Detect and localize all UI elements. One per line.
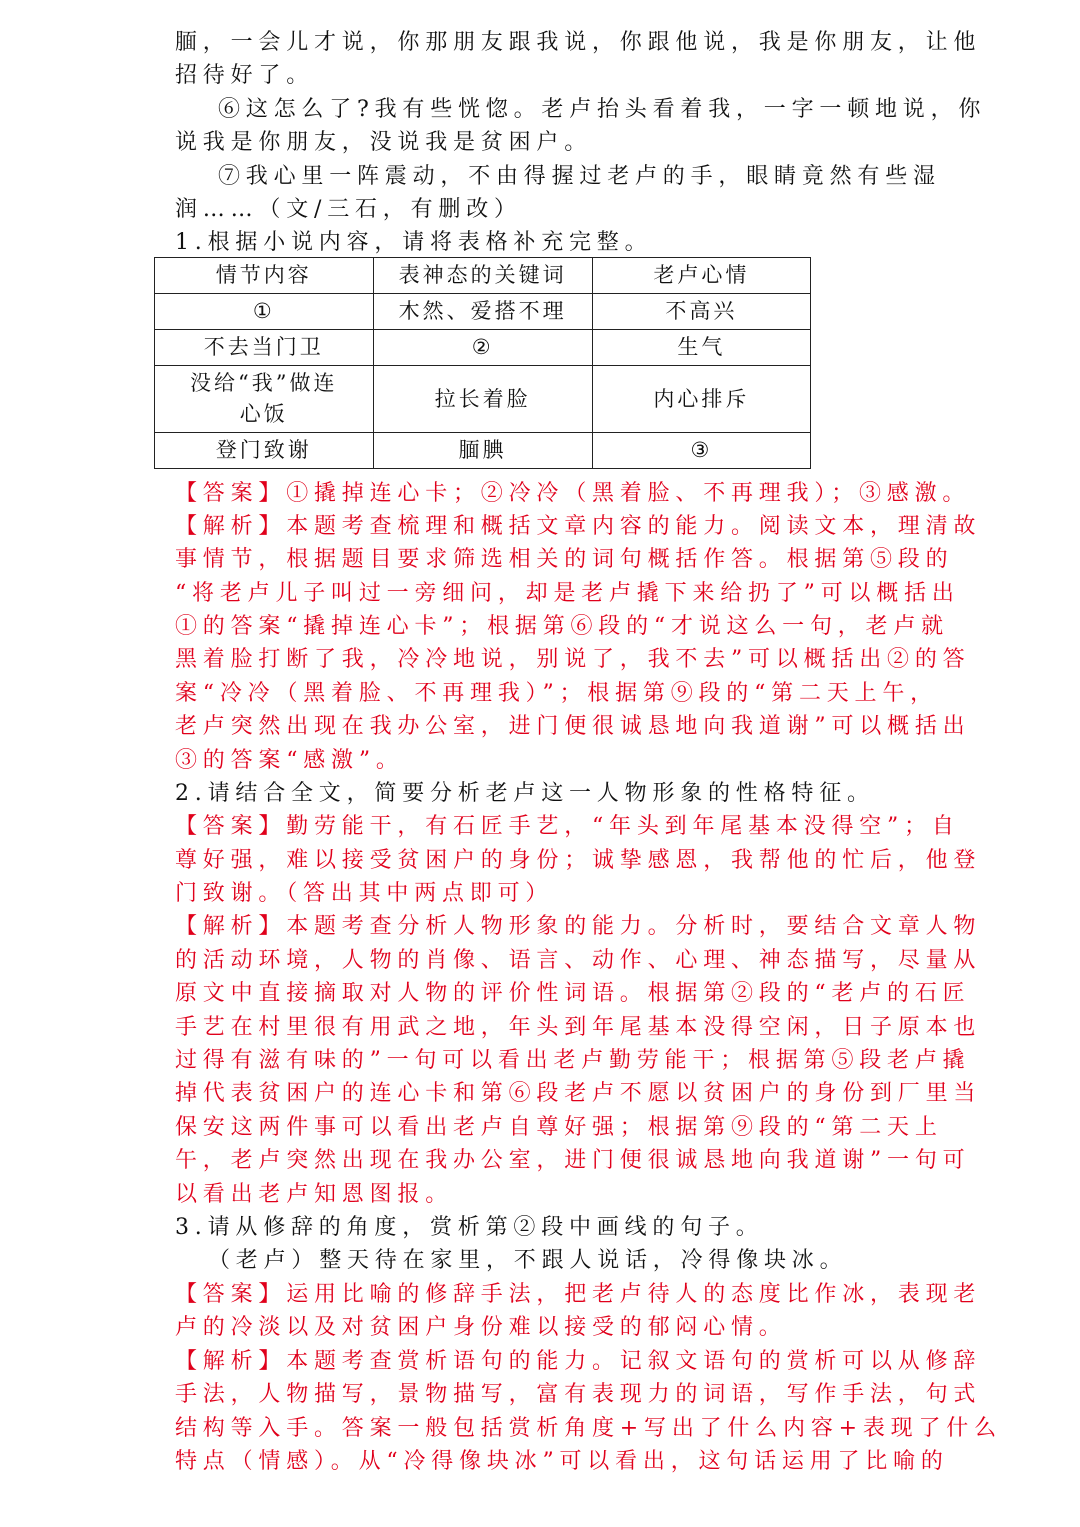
table-cell: 腼腆 bbox=[373, 433, 592, 469]
analysis-line: 原文中直接摘取对人物的评价性词语。根据第②段的“老卢的石匠 bbox=[175, 981, 971, 1006]
table-cell: 登门致谢 bbox=[155, 433, 374, 469]
answer-line: 尊好强，难以接受贫困户的身份；诚挚感恩，我帮他的忙后，他登 bbox=[175, 848, 982, 873]
table-row bbox=[155, 433, 811, 469]
answer-line: 卢的冷淡以及对贫困户身份难以接受的郁闷心情。 bbox=[175, 1315, 787, 1340]
table-cell bbox=[155, 366, 374, 433]
passage-line: 说我是你朋友，没说我是贫困户。 bbox=[175, 130, 593, 155]
answer-text: ①撬掉连心卡；②冷冷（黑着脸、不再理我）；③感激。 bbox=[286, 481, 971, 506]
question-1-analysis bbox=[175, 510, 981, 543]
passage-paragraph-7: ⑦我心里一阵震动，不由得握过老卢的手，眼睛竟然有些湿 bbox=[218, 164, 941, 189]
table-cell-line: 没给“我”做连 bbox=[190, 371, 338, 395]
table-cell: 不高兴 bbox=[592, 294, 810, 330]
table-cell-line: 心饭 bbox=[239, 402, 288, 426]
table-header-cell: 老卢心情 bbox=[592, 258, 810, 294]
analysis-line: 掉代表贫困户的连心卡和第⑥段老卢不愿以贫困户的身份到厂里当 bbox=[175, 1081, 982, 1106]
analysis-line: 案“冷冷（黑着脸、不再理我）”；根据第⑨段的“第二天上午， bbox=[175, 681, 938, 706]
question-2-answer bbox=[175, 810, 960, 843]
analysis-line: 以看出老卢知恩图报。 bbox=[175, 1182, 454, 1207]
analysis-line: ③的答案“感激”。 bbox=[175, 748, 404, 773]
question-1-answer bbox=[175, 477, 970, 510]
analysis-line: 过得有滋有味的”一句可以看出老卢勤劳能干；根据第⑤段老卢撬 bbox=[175, 1048, 971, 1073]
analysis-text: 本题考查梳理和概括文章内容的能力。阅读文本，理清故 bbox=[286, 514, 982, 539]
passage-line: 腼，一会儿才说，你那朋友跟我说，你跟他说，我是你朋友，让他 bbox=[175, 30, 982, 55]
answer-tag: 【答案】 bbox=[175, 1282, 287, 1307]
plot-table bbox=[154, 257, 811, 469]
passage-source: 润……（文/三石，有删改） bbox=[175, 197, 522, 222]
table-cell: 拉长着脸 bbox=[373, 366, 592, 433]
table-cell: 生气 bbox=[592, 330, 810, 366]
analysis-line: 的活动环境，人物的肖像、语言、动作、心理、神态描写，尽量从 bbox=[175, 948, 982, 973]
question-2-prompt: 2.请结合全文，简要分析老卢这一人物形象的性格特征。 bbox=[175, 781, 875, 806]
analysis-line: ①的答案“撬掉连心卡”；根据第⑥段的“才说这么一句，老卢就 bbox=[175, 614, 949, 639]
table-row bbox=[155, 366, 811, 433]
answer-line: 门致谢。（答出其中两点即可） bbox=[175, 881, 554, 906]
analysis-line: 结构等入手。答案一般包括赏析角度+写出了什么内容+表现了什么 bbox=[175, 1416, 1002, 1441]
table-row bbox=[155, 330, 811, 366]
table-header-cell: 表神态的关键词 bbox=[373, 258, 592, 294]
analysis-line: 老卢突然出现在我办公室，进门便很诚恳地向我道谢”可以概括出 bbox=[175, 714, 971, 739]
analysis-line: 手法，人物描写，景物描写，富有表现力的词语，写作手法，句式 bbox=[175, 1382, 982, 1407]
analysis-line: 黑着脸打断了我，冷冷地说，别说了，我不去”可以概括出②的答 bbox=[175, 647, 971, 672]
analysis-text: 本题考查分析人物形象的能力。分析时，要结合文章人物 bbox=[286, 914, 982, 939]
analysis-line: “将老卢儿子叫过一旁细问，却是老卢撬下来给扔了”可以概括出 bbox=[175, 581, 960, 606]
question-3-analysis bbox=[175, 1345, 981, 1378]
question-1-prompt: 1.根据小说内容，请将表格补充完整。 bbox=[175, 230, 653, 255]
answer-text: 运用比喻的修辞手法，把老卢待人的态度比作冰，表现老 bbox=[286, 1282, 982, 1307]
question-3-quote: （老卢）整天待在家里，不跟人说话，冷得像块冰。 bbox=[208, 1248, 848, 1273]
table-cell: ③ bbox=[592, 433, 810, 469]
analysis-tag: 【解析】 bbox=[175, 1349, 287, 1374]
analysis-text: 本题考查赏析语句的能力。记叙文语句的赏析可以从修辞 bbox=[286, 1349, 982, 1374]
table-header-cell: 情节内容 bbox=[155, 258, 374, 294]
answer-tag: 【答案】 bbox=[175, 814, 287, 839]
analysis-line: 午，老卢突然出现在我办公室，进门便很诚恳地向我道谢”一句可 bbox=[175, 1148, 971, 1173]
table-cell: 内心排斥 bbox=[592, 366, 810, 433]
passage-paragraph-6: ⑥这怎么了?我有些恍惚。老卢抬头看着我，一字一顿地说，你 bbox=[218, 97, 987, 122]
analysis-line: 手艺在村里很有用武之地，年头到年尾基本没得空闲，日子原本也 bbox=[175, 1015, 982, 1040]
table-cell: ② bbox=[373, 330, 592, 366]
passage-line: 招待好了。 bbox=[175, 63, 315, 88]
analysis-tag: 【解析】 bbox=[175, 514, 287, 539]
analysis-line: 保安这两件事可以看出老卢自尊好强；根据第⑨段的“第二天上 bbox=[175, 1115, 943, 1140]
question-3-prompt: 3.请从修辞的角度，赏析第②段中画线的句子。 bbox=[175, 1215, 764, 1240]
question-3-answer bbox=[175, 1278, 981, 1311]
analysis-line: 特点（情感）。从“冷得像块冰”可以看出，这句话运用了比喻的 bbox=[175, 1449, 949, 1474]
answer-text: 勤劳能干，有石匠手艺，“年头到年尾基本没得空”；自 bbox=[286, 814, 960, 839]
table-cell: 不去当门卫 bbox=[155, 330, 374, 366]
analysis-tag: 【解析】 bbox=[175, 914, 287, 939]
table-row bbox=[155, 294, 811, 330]
table-header-row bbox=[155, 258, 811, 294]
question-2-analysis bbox=[175, 910, 981, 943]
table-cell: ① bbox=[155, 294, 374, 330]
table-cell: 木然、爱搭不理 bbox=[373, 294, 592, 330]
analysis-line: 事情节，根据题目要求筛选相关的词句概括作答。根据第⑤段的 bbox=[175, 547, 954, 572]
answer-tag: 【答案】 bbox=[175, 481, 287, 506]
